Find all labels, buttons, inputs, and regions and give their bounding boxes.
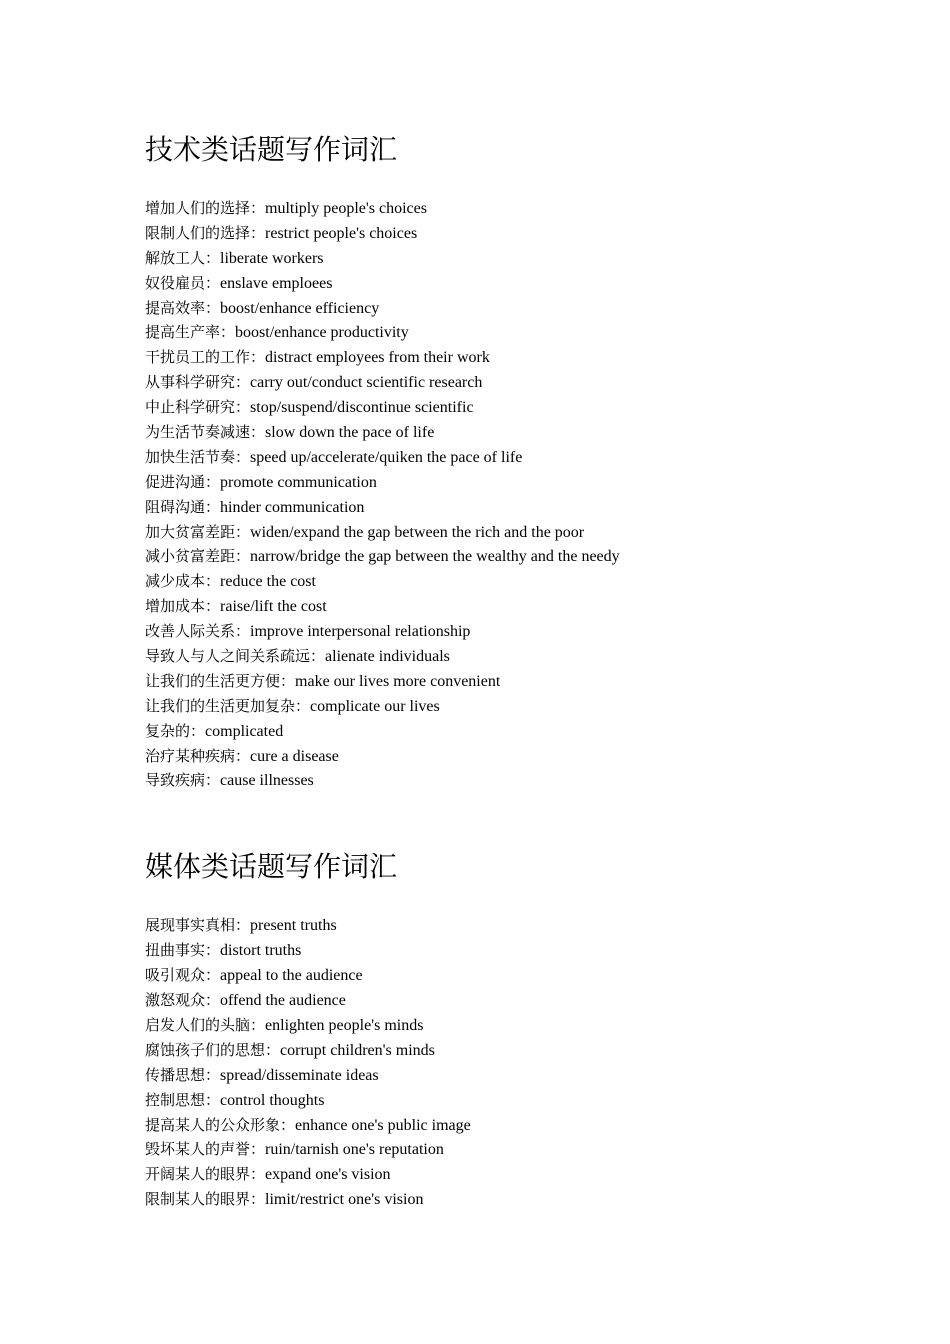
vocab-chinese: 启发人们的头脑： (145, 1015, 266, 1034)
vocab-english: complicated (205, 722, 284, 740)
section-media-vocabulary (145, 847, 905, 1212)
vocab-item (145, 345, 905, 370)
vocab-item (145, 1162, 905, 1187)
vocab-english: present truths (250, 917, 337, 935)
vocab-chinese: 开阔某人的眼界： (145, 1165, 266, 1184)
vocab-item (145, 719, 905, 744)
vocab-item (145, 370, 905, 395)
vocab-english: narrow/bridge the gap between the wealthy and the needy (250, 548, 620, 566)
vocab-item (145, 694, 905, 719)
vocab-english: liberate workers (220, 249, 324, 267)
section-technology-vocabulary (145, 130, 905, 793)
vocab-english: distract employees from their work (265, 349, 490, 367)
vocab-item (145, 221, 905, 246)
vocab-chinese: 提高效率： (145, 298, 221, 317)
vocab-english: cure a disease (250, 747, 339, 765)
vocab-chinese: 让我们的生活更方便： (145, 671, 296, 690)
vocab-item (145, 569, 905, 594)
vocab-chinese: 阻碍沟通： (145, 497, 221, 516)
vocab-item (145, 395, 905, 420)
vocab-item (145, 271, 905, 296)
vocab-item (145, 913, 905, 938)
vocab-item (145, 520, 905, 545)
vocab-english: promote communication (220, 473, 377, 491)
vocab-english: enhance one's public image (295, 1116, 471, 1134)
vocab-chinese: 干扰员工的工作： (145, 348, 266, 367)
vocab-item (145, 619, 905, 644)
vocab-chinese: 奴役雇员： (145, 273, 221, 292)
vocab-chinese: 改善人际关系： (145, 622, 251, 641)
section-title: 媒体类话题写作词汇 (145, 850, 398, 884)
vocab-item (145, 445, 905, 470)
vocab-item (145, 296, 905, 321)
vocab-item (145, 420, 905, 445)
vocab-chinese: 加快生活节奏： (145, 447, 251, 466)
vocab-chinese: 提高生产率： (145, 323, 236, 342)
section-title: 技术类话题写作词汇 (145, 133, 398, 166)
vocab-english: alienate individuals (325, 648, 450, 666)
vocab-chinese: 从事科学研究： (145, 373, 251, 392)
vocab-english: boost/enhance productivity (235, 324, 409, 342)
vocab-english: restrict people's choices (265, 224, 418, 242)
vocab-english: widen/expand the gap between the rich and the poor (250, 523, 585, 541)
vocab-item (145, 196, 905, 221)
vocab-chinese: 激怒观众： (145, 991, 221, 1010)
vocab-list (145, 913, 905, 1212)
vocab-english: speed up/accelerate/quiken the pace of life (250, 448, 523, 466)
vocab-english: limit/restrict one's vision (265, 1191, 424, 1209)
vocab-item (145, 1187, 905, 1212)
vocab-english: hinder communication (220, 498, 365, 516)
vocab-english: ruin/tarnish one's reputation (265, 1141, 444, 1159)
vocab-english: cause illnesses (220, 772, 314, 790)
vocab-english: corrupt children's minds (280, 1041, 435, 1059)
vocab-item (145, 495, 905, 520)
vocab-chinese: 提高某人的公众形象： (145, 1115, 296, 1134)
vocab-chinese: 减小贫富差距： (145, 547, 251, 566)
vocab-item (145, 988, 905, 1013)
vocab-item (145, 246, 905, 271)
vocab-item (145, 1038, 905, 1063)
vocab-chinese: 为生活节奏减速： (145, 423, 266, 442)
vocab-english: expand one's vision (265, 1166, 391, 1184)
vocab-chinese: 展现事实真相： (145, 916, 251, 935)
vocab-english: control thoughts (220, 1091, 325, 1109)
vocab-english: carry out/conduct scientific research (250, 374, 483, 392)
vocab-item (145, 1063, 905, 1088)
vocab-chinese: 增加成本： (145, 597, 221, 616)
vocab-chinese: 让我们的生活更加复杂： (145, 696, 311, 715)
vocab-chinese: 腐蚀孩子们的思想： (145, 1040, 281, 1059)
vocab-chinese: 毁坏某人的声誉： (145, 1140, 266, 1159)
vocab-item (145, 644, 905, 669)
vocab-english: complicate our lives (310, 697, 440, 715)
vocab-english: spread/disseminate ideas (220, 1066, 379, 1084)
vocab-chinese: 减少成本： (145, 572, 221, 591)
vocab-item (145, 544, 905, 569)
vocab-chinese: 解放工人： (145, 248, 221, 267)
vocab-chinese: 促进沟通： (145, 472, 221, 491)
vocab-item (145, 594, 905, 619)
vocab-english: multiply people's choices (265, 200, 427, 217)
vocab-english: improve interpersonal relationship (250, 623, 471, 641)
document-page (145, 130, 905, 1212)
vocab-chinese: 限制人们的选择： (145, 223, 266, 242)
vocab-english: boost/enhance efficiency (220, 299, 380, 317)
vocab-chinese: 传播思想： (145, 1065, 221, 1084)
vocab-chinese: 增加人们的选择： (145, 199, 266, 217)
vocab-item (145, 744, 905, 769)
vocab-chinese: 限制某人的眼界： (145, 1190, 266, 1209)
vocab-english: distort truths (220, 942, 302, 960)
vocab-chinese: 复杂的： (145, 721, 206, 740)
vocab-english: enlighten people's minds (265, 1016, 424, 1034)
vocab-item (145, 669, 905, 694)
vocab-item (145, 1088, 905, 1113)
vocab-item (145, 1113, 905, 1138)
vocab-english: raise/lift the cost (220, 598, 327, 616)
vocab-item (145, 963, 905, 988)
vocab-chinese: 中止科学研究： (145, 398, 251, 417)
vocab-item (145, 1137, 905, 1162)
vocab-english: enslave emploees (220, 274, 333, 292)
vocab-chinese: 治疗某种疾病： (145, 746, 251, 765)
vocab-item (145, 938, 905, 963)
vocab-chinese: 控制思想： (145, 1090, 221, 1109)
vocab-list (145, 196, 905, 793)
vocab-english: slow down the pace of life (265, 424, 435, 442)
vocab-chinese: 吸引观众： (145, 966, 221, 985)
vocab-item (145, 768, 905, 793)
vocab-english: appeal to the audience (220, 967, 363, 985)
vocab-item (145, 1013, 905, 1038)
vocab-item (145, 470, 905, 495)
vocab-item (145, 320, 905, 345)
vocab-english: offend the audience (220, 992, 346, 1010)
vocab-chinese: 导致人与人之间关系疏远： (145, 647, 326, 666)
vocab-chinese: 导致疾病： (145, 771, 221, 790)
vocab-english: make our lives more convenient (295, 672, 501, 690)
vocab-chinese: 加大贫富差距： (145, 522, 251, 541)
vocab-english: stop/suspend/discontinue scientific (250, 399, 474, 417)
vocab-english: reduce the cost (220, 573, 316, 591)
vocab-chinese: 扭曲事实： (145, 941, 221, 960)
